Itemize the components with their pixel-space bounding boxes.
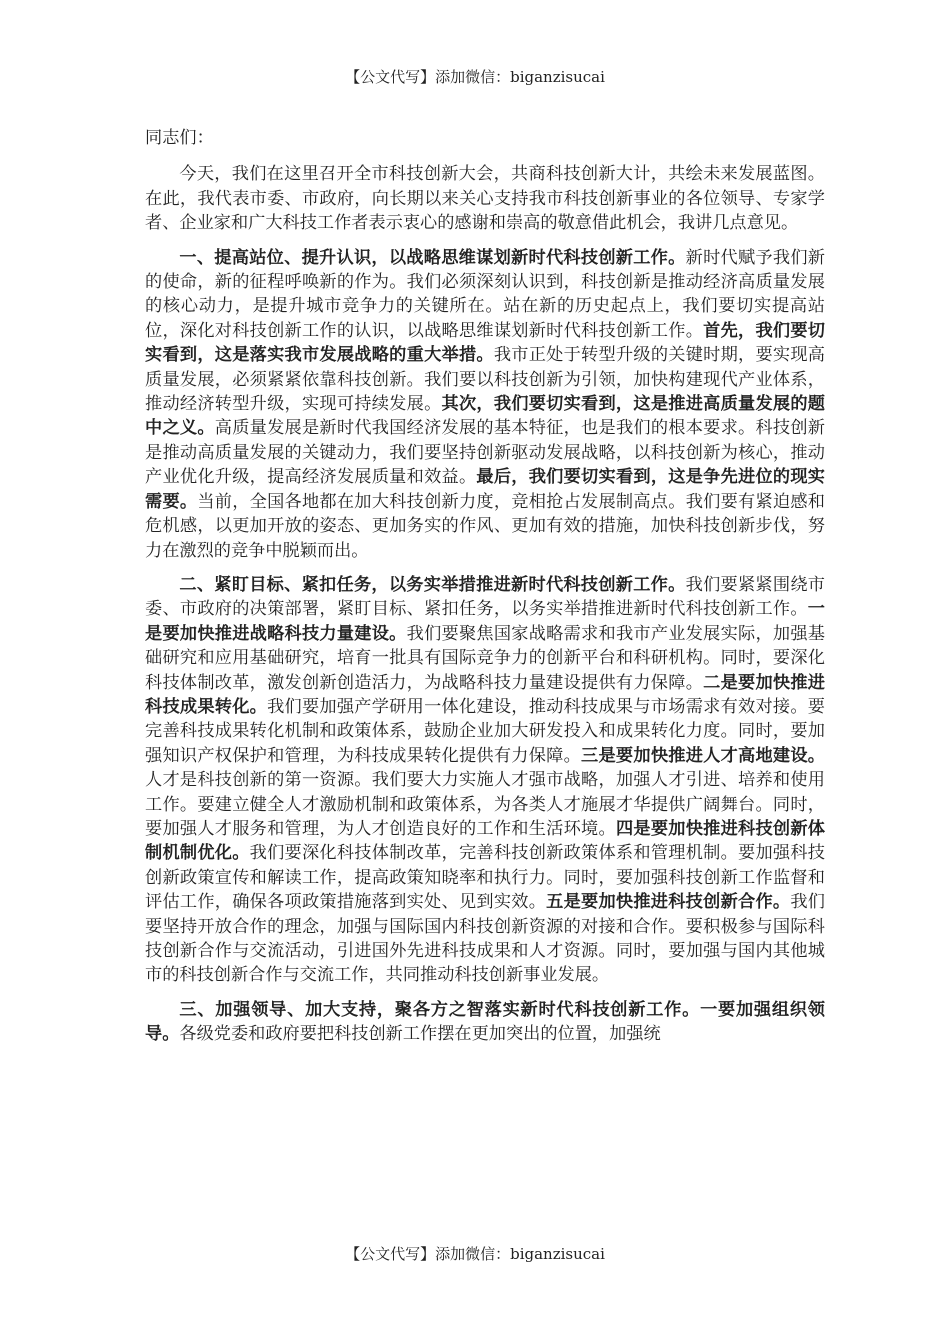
text-run: 人才是科技创新的第一资源。我们要大力实施人才强市战略，加强人才引进、培养和使用工作。要建立健全人才激励机制和政策体系，为各类人才施展才华提供广阔舞台。同时，要加强人才服务和管理，为人才创造良好的工作和生活环境。: [145, 770, 825, 839]
bold-text: 其次，我们要切实看到，这是推进高质量发展的题中之义。: [145, 394, 825, 439]
greeting: 同志们：: [145, 128, 214, 148]
paragraph: [145, 162, 825, 235]
text-run: 我市正处于转型升级的关键时期，要实现高质量发展，必须紧紧依靠科技创新。我们要以科技创新为引领，加快构建现代产业体系，推动经济转型升级，实现可持续发展。: [145, 345, 825, 415]
bold-text: 四是要加快推进科技创新体制机制优化。: [145, 818, 825, 864]
document-body: [145, 126, 825, 1057]
bold-text: 三是要加快推进人才高地建设。: [581, 745, 825, 766]
bold-text: 一、提高站位、提升认识，以战略思维谋划新时代科技创新工作。: [179, 247, 686, 268]
text-run: 各级党委和政府要把科技创新工作摆在更加突出的位置，加强统: [179, 1024, 661, 1045]
bold-text: 一要加强组织领导。: [145, 999, 825, 1045]
text-run: 今天，我们在这里召开全市科技创新大会，共商科技创新大计，共绘未来发展蓝图。在此，我代表市委、市政府，向长期以来关心支持我市科技创新事业的各位领导、专家学者、企业家和广大科技工作者表示衷心的感谢和崇高的敬意借此机会，我讲几点意见。: [145, 164, 825, 234]
page-header: 【公文代写】添加微信：biganzisucai: [345, 68, 605, 86]
text-run: 我们要坚持开放合作的理念，加强与国际国内科技创新资源的对接和合作。要积极参与国际科技创新合作与交流活动，引进国外先进科技成果和人才资源。同时，要加强与国内其他城市的科技创新合作与交流工作，共同推动科技创新事业发展。: [145, 892, 825, 986]
paragraph: [145, 998, 825, 1047]
bold-text: 五是要加快推进科技创新合作。: [546, 892, 791, 913]
text-run: 高质量发展是新时代我国经济发展的基本特征，也是我们的根本要求。科技创新是推动高质量发展的关键动力，我们要坚持创新驱动发展战略，以科技创新为核心，推动产业优化升级，提高经济发展质量和效益。: [145, 418, 825, 488]
text-run: 我们要加强产学研用一体化建设，推动科技成果与市场需求有效对接。要完善科技成果转化机制和政策体系，鼓励企业加大研发投入和成果转化力度。同时，要加强知识产权保护和管理，为科技成果转化提供有力保障。: [145, 696, 825, 766]
text-run: 我们要聚焦国家战略需求和我市产业发展实际，加强基础研究和应用基础研究，培育一批具有国际竞争力的创新平台和科研机构。同时，要深化科技体制改革，激发创新创造活力，为战略科技力量建设提供有力保障。: [145, 623, 825, 693]
text-run: 我们要深化科技体制改革，完善科技创新政策体系和管理机制。要加强科技创新政策宣传和解读工作，提高政策知晓率和执行力。同时，要加强科技创新工作监督和评估工作，确保各项政策措施落到实处、见到实效。: [145, 843, 825, 913]
paragraphs: [145, 162, 825, 1046]
bold-text: 三、加强领导、加大支持，聚各方之智落实新时代科技创新工作。: [179, 999, 701, 1020]
bold-text: 二是要加快推进科技成果转化。: [145, 672, 825, 717]
text-run: 当前，全国各地都在加大科技创新力度，竞相抢占发展制高点。我们要有紧迫感和危机感，以更加开放的姿态、更加务实的作风、更加有效的措施，加快科技创新步伐，努力在激烈的竞争中脱颖而出。: [145, 491, 825, 561]
bold-text: 二、紧盯目标、紧扣任务，以务实举措推进新时代科技创新工作。: [179, 574, 686, 595]
bold-text: 最后，我们要切实看到，这是争先进位的现实需要。: [145, 467, 825, 512]
bold-text: 一是要加快推进战略科技力量建设。: [145, 599, 825, 644]
paragraph: [145, 246, 825, 563]
paragraph: [145, 573, 825, 988]
text-run: 新时代赋予我们新的使命，新的征程呼唤新的作为。我们必须深刻认识到，科技创新是推动经济高质量发展的核心动力，是提升城市竞争力的关键所在。站在新的历史起点上，我们要切实提高站位，深化对科技创新工作的认识，以战略思维谋划新时代科技创新工作。: [145, 247, 825, 341]
text-run: 我们要紧紧围绕市委、市政府的决策部署，紧盯目标、紧扣任务，以务实举措推进新时代科技创新工作。: [145, 574, 825, 620]
bold-text: 首先，我们要切实看到，这是落实我市发展战略的重大举措。: [145, 320, 825, 366]
page-footer: 【公文代写】添加微信：biganzisucai: [345, 1245, 605, 1263]
